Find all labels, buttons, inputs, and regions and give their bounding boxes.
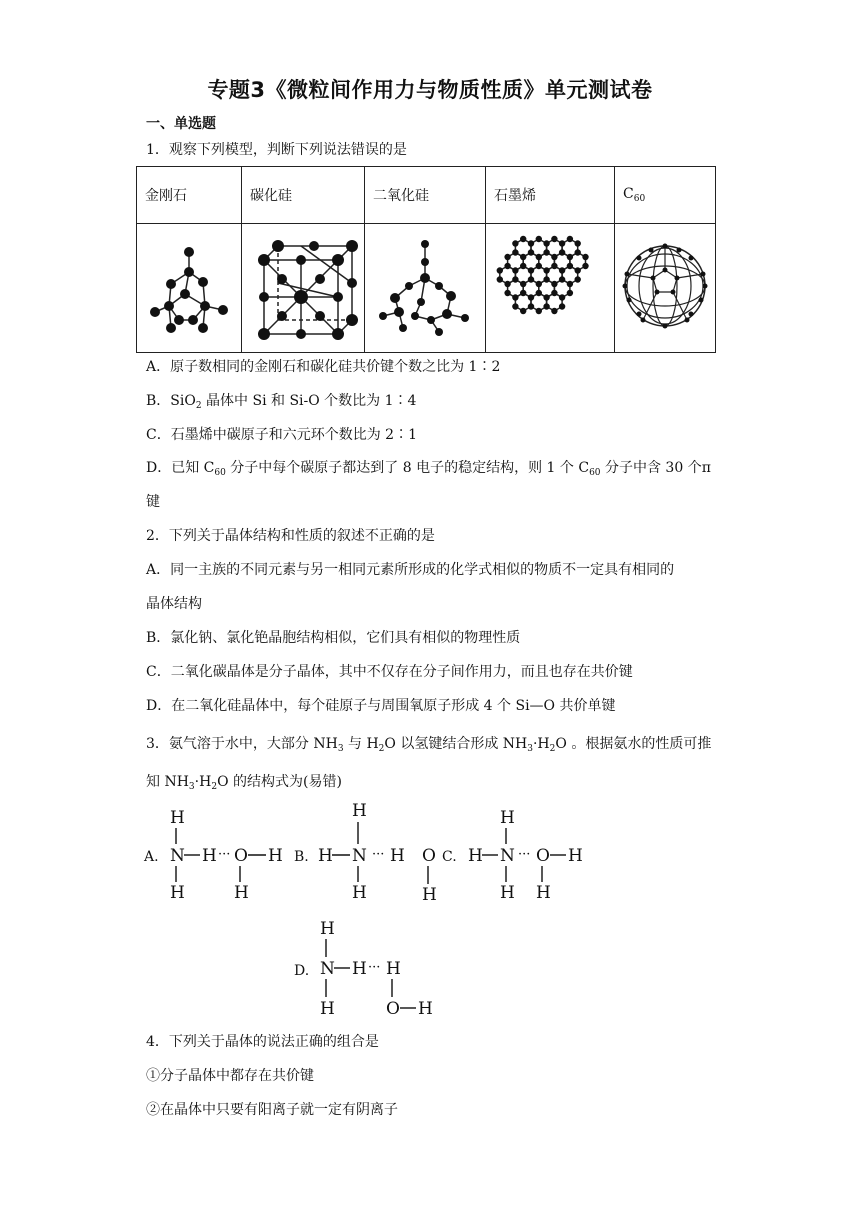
atom-o: O [386,999,400,1019]
sic-model-image [246,224,360,348]
hydrogen-bond-dots: ··· [372,847,385,862]
q3-stem-part7: ·H [194,774,212,790]
q3-stem-part3: O 以氢键结合形成 NH [384,736,528,752]
sio2-model-cell [365,224,486,353]
atom-n: N [352,846,367,866]
col-sic: 碳化硅 [242,167,365,224]
q3-stem [146,734,711,759]
c60-model-cell [615,224,716,353]
col-sio2: 二氧化硅 [365,167,486,224]
q3-stem-part5: O 。根据氨水的性质可推 [555,736,712,752]
q4-item-2: ②在晶体中只要有阳离子就一定有阴离子 [146,1102,398,1118]
atom-n: N [500,846,515,866]
q1-option-d[interactable] [146,458,711,483]
q1-option-d-part2: 分子中每个碳原子都达到了 8 电子的稳定结构，则 1 个 C [225,460,590,476]
q4-item-1: ①分子晶体中都存在共价键 [146,1068,314,1084]
q3-sub-f: 2 [211,782,218,792]
q3-stem-part8: O 的结构式为(易错) [217,774,342,790]
hydrogen-bond-dots: ··· [368,960,381,975]
q3-sub-e: 3 [188,782,195,792]
atom-h: H [500,883,515,903]
atom-h: H [422,885,437,905]
sic-model-cell [242,224,365,353]
q1-option-b[interactable] [146,391,416,416]
graphene-model-image [490,224,610,348]
diamond-model-cell [137,224,242,353]
atom-h: H [390,846,405,866]
q2-option-c[interactable]: C．二氧化碳晶体是分子晶体，其中不仅存在分子间作用力，而且也存在共价键 [146,664,633,680]
atom-n: N [320,959,335,979]
col-diamond: 金刚石 [137,167,242,224]
q3-stem-part2: 与 H [343,736,379,752]
q1-option-d-sub2: 60 [589,468,601,478]
q3-stem-cont [146,772,342,797]
q1-option-c[interactable]: C．石墨烯中碳原子和六元环个数比为 2∶1 [146,427,417,443]
atom-h: H [170,883,185,903]
q1-option-b-sub: 2 [195,401,202,411]
q1-option-d-sub1: 60 [214,468,226,478]
q1-model-table [136,166,716,353]
q2-option-b[interactable]: B．氯化钠、氯化铯晶胞结构相似，它们具有相似的物理性质 [146,630,521,646]
col-c60 [615,167,716,224]
q3-option-a-label[interactable]: A. [144,849,159,865]
q3-sub-a: 3 [337,744,344,754]
q3-stem-part6: 知 NH [146,774,189,790]
atom-h: H [320,999,335,1019]
c60-model-image [615,224,715,348]
q1-option-b-post: 晶体中 Si 和 Si-O 个数比为 1∶4 [201,393,417,409]
hydrogen-bond-dots: ··· [218,847,231,862]
diamond-model-image [141,224,237,348]
atom-h: H [202,846,217,866]
sio2-model-image [369,224,481,348]
atom-h: H [352,801,367,821]
atom-h: H [320,919,335,939]
q2-stem: 2．下列关于晶体结构和性质的叙述不正确的是 [146,528,435,544]
c60-symbol: C [623,186,634,202]
q2-option-a[interactable]: A．同一主族的不同元素与另一相同元素所形成的化学式相似的物质不一定具有相同的 [146,562,675,578]
q3-sub-c: 3 [527,744,533,754]
atom-o: O [536,846,550,866]
q2-option-a-cont: 晶体结构 [146,596,202,612]
q3-stem-part1: 3．氨气溶于水中，大部分 NH [146,736,338,752]
q4-stem: 4．下列关于晶体的说法正确的组合是 [146,1034,379,1050]
atom-h: H [386,959,401,979]
atom-o: O [422,846,436,866]
q1-option-b-pre: B．SiO [146,393,196,409]
atom-h: H [500,808,515,828]
section-heading: 一、单选题 [146,116,216,132]
hydrogen-bond-dots: ··· [518,847,531,862]
q1-option-d-cont: 键 [146,494,160,510]
c60-subscript: 60 [633,194,646,204]
atom-h: H [536,883,551,903]
atom-h: H [318,846,333,866]
atom-h: H [352,883,367,903]
atom-h: H [568,846,583,866]
atom-h: H [268,846,283,866]
q3-structure-options [140,800,600,1020]
atom-o: O [234,846,248,866]
graphene-model-cell [486,224,615,353]
atom-n: N [170,846,185,866]
atom-h: H [468,846,483,866]
atom-h: H [170,808,185,828]
q3-option-c-label[interactable]: C. [442,849,457,865]
q1-option-a[interactable]: A．原子数相同的金刚石和碳化硅共价键个数之比为 1∶2 [146,359,501,375]
q2-option-d[interactable]: D．在二氧化硅晶体中，每个硅原子与周围氧原子形成 4 个 Si—O 共价单键 [146,698,616,714]
q1-option-d-part1: D．已知 C [146,460,215,476]
q3-option-b-label[interactable]: B. [294,849,309,865]
atom-h: H [234,883,249,903]
col-graphene: 石墨烯 [486,167,615,224]
q3-sub-d: 2 [549,744,556,754]
atom-h: H [352,959,367,979]
q1-stem: 1．观察下列模型，判断下列说法错误的是 [146,142,407,158]
q1-option-d-part3: 分子中含 30 个π [600,460,711,476]
q3-sub-b: 2 [378,744,385,754]
page-title: 专题3《微粒间作用力与物质性质》单元测试卷 [207,78,653,102]
q3-stem-part4: ·H [532,736,550,752]
atom-h: H [418,999,433,1019]
q3-option-d-label[interactable]: D. [294,963,310,979]
